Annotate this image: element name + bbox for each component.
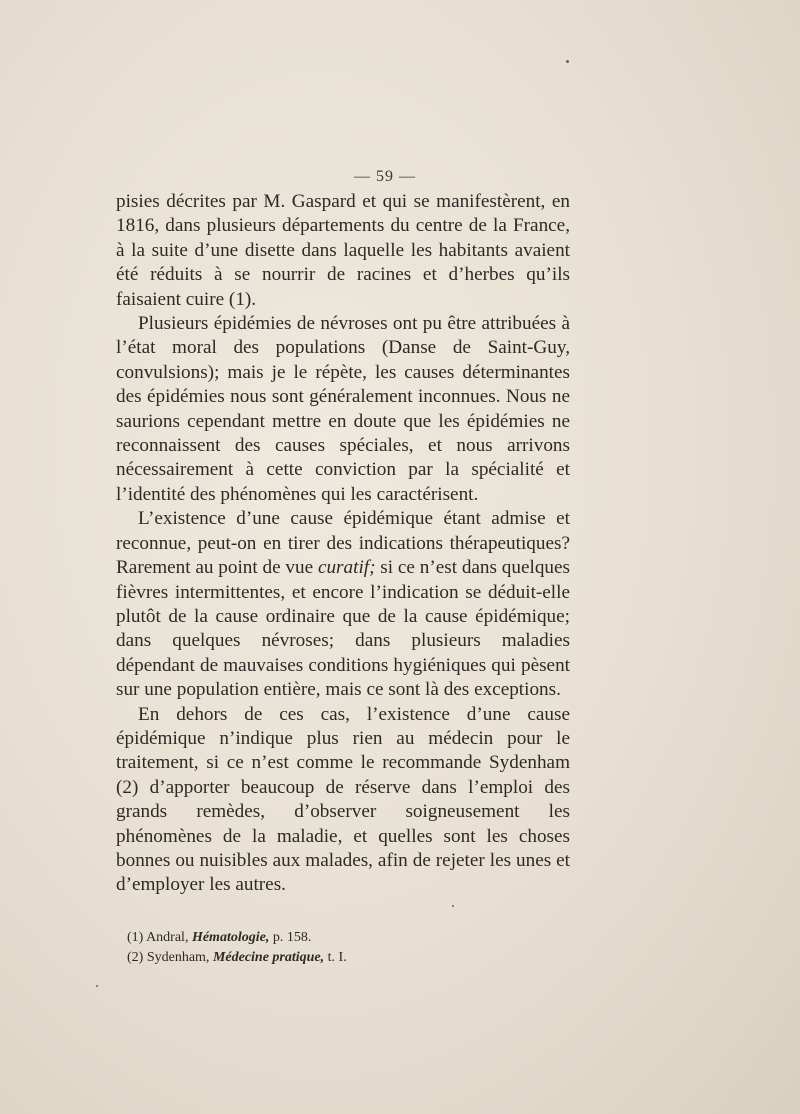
paragraph-2: Plusieurs épidémies de névroses ont pu être attribuées à l’état moral des populations (Danse de Saint-Guy, convulsions); mais je le répète, les causes déterminantes des épidémies nous sont généralement inconnues. Nous ne saurions cependant mettre en doute que les épidémies ne reconnaissent des causes spéciales, et nous arrivons nécessairement à cette conviction par la spécialité et l’identité des phénomènes qui les caractérisent.: [116, 313, 570, 505]
paper-speck: [566, 60, 569, 63]
paragraph-3-italic: curatif;: [317, 557, 376, 579]
paragraph-3-part-a: L’existence d’une cause épidémique étant admise et reconnue, peut-on en tirer des indications thérapeutiques? Rarement au point de vue: [116, 508, 570, 579]
page-number: — 59 —: [354, 168, 416, 185]
paragraph-3-part-b: si ce n’est dans quelques fièvres intermittentes, et encore l’indication se déduit-elle plutôt de la cause ordinaire que de la cause épidémique; dans quelques névroses; dans plusieurs maladies dépendant de mauvaises conditions hygiéniques qui pèsent sur une population entière, mais ce sont là des exceptions.: [116, 557, 570, 701]
footnotes: [127, 928, 567, 968]
footnote-ref: p. 158.: [272, 930, 312, 945]
footnote-author: Sydenham,: [146, 950, 210, 965]
footnote-2: [127, 948, 567, 968]
footnote-marker: (2): [127, 950, 144, 965]
paper-speck: [452, 905, 454, 907]
footnote-work: Médecine pratique,: [212, 950, 325, 965]
paragraph-4: En dehors de ces cas, l’existence d’une cause épidémique n’indique plus rien au médecin pour le traitement, si ce n’est comme le recommande Sydenham (2) d’apporter beaucoup de réserve dans l’emploi des grands remèdes, d’observer soigneusement les phénomènes de la maladie, et quelles sont les choses bonnes ou nuisibles aux malades, afin de rejeter les unes et d’employer les autres.: [116, 703, 570, 896]
paragraph-1: pisies décrites par M. Gaspard et qui se manifestèrent, en 1816, dans plusieurs départements du centre de la France, à la suite d’une disette dans laquelle les habitants avaient été réduits à se nourrir de racines et d’herbes qu’ils faisaient cuire (1).: [116, 191, 570, 310]
footnote-ref: t. I.: [327, 950, 347, 965]
paragraph-3: [116, 507, 570, 702]
footnote-1: [127, 928, 567, 948]
footnote-marker: (1): [127, 930, 144, 945]
body-text: [116, 190, 570, 898]
footnote-author: Andral,: [146, 930, 189, 945]
footnote-work: Hématologie,: [191, 930, 270, 945]
paper-speck: [96, 985, 98, 987]
